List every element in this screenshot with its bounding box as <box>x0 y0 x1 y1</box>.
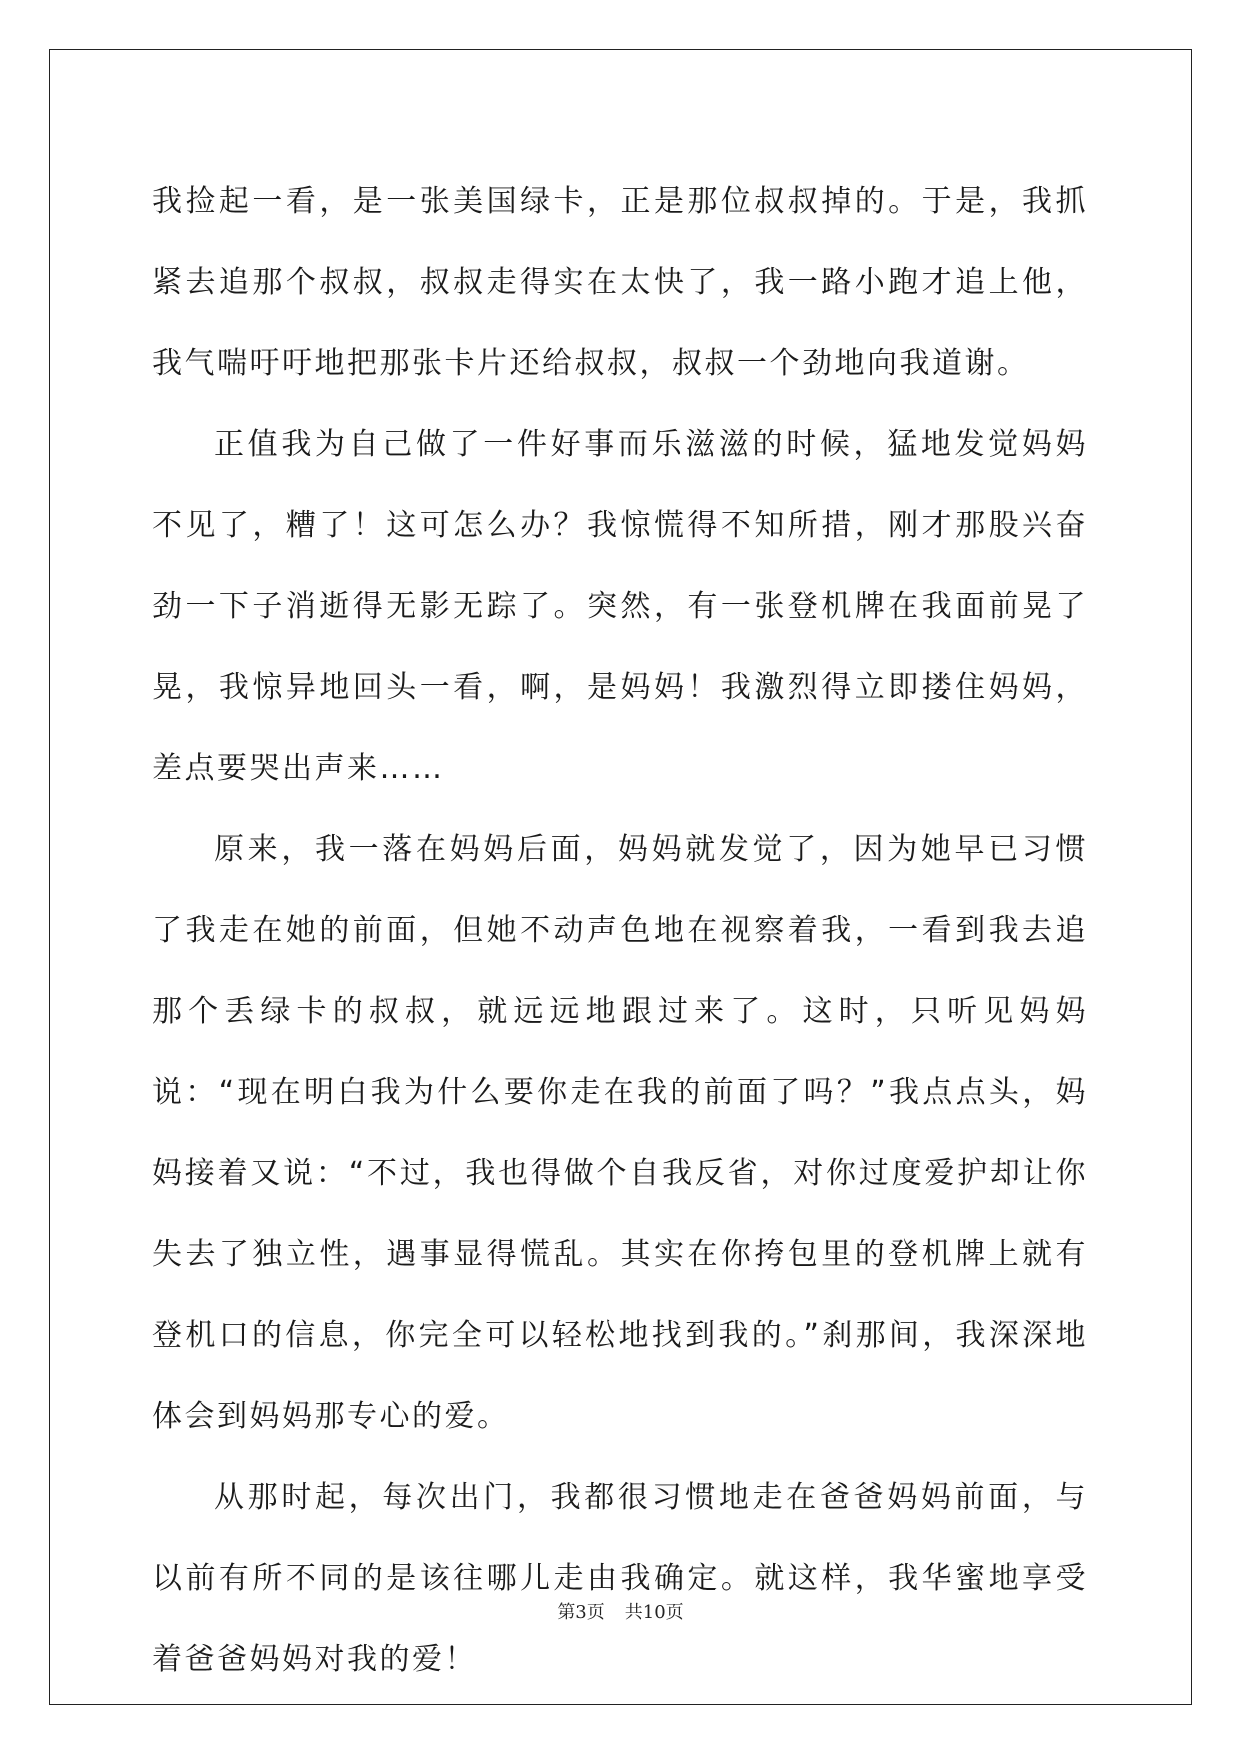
page-total: 共10页 <box>624 1602 684 1623</box>
paragraph-3: 原来，我一落在妈妈后面，妈妈就发觉了，因为她早已习惯了我走在她的前面，但她不动声色地在视察着我，一看到我去追那个丢绿卡的叔叔，就远远地跟过来了。这时，只听见妈妈说：“现在明白我为什么要你走在我的前面了吗？”我点点头，妈妈接着又说：“不过，我也得做个自我反省，对你过度爱护却让你失去了独立性，遇事显得慌乱。其实在你挎包里的登机牌上就有登机口的信息，你完全可以轻松地找到我的。”刹那间，我深深地体会到妈妈那专心的爱。 <box>152 832 1088 1434</box>
paragraph-2: 正值我为自己做了一件好事而乐滋滋的时候，猛地发觉妈妈不见了，糟了！这可怎么办？我惊慌得不知所措，刚才那股兴奋劲一下子消逝得无影无踪了。突然，有一张登机牌在我面前晃了晃，我惊异地回头一看，啊，是妈妈！我激烈得立即搂住妈妈，差点要哭出声来…… <box>152 427 1088 786</box>
paragraph-1: 我捡起一看，是一张美国绿卡，正是那位叔叔掉的。于是，我抓紧去追那个叔叔，叔叔走得实在太快了，我一路小跑才追上他，我气喘吁吁地把那张卡片还给叔叔，叔叔一个劲地向我道谢。 <box>152 184 1088 381</box>
page-number: 第3页 <box>557 1602 605 1623</box>
document-body <box>152 161 1088 1700</box>
paragraph-4: 从那时起，每次出门，我都很习惯地走在爸爸妈妈前面，与以前有所不同的是该往哪儿走由我确定。就这样，我华蜜地享受着爸爸妈妈对我的爱！ <box>152 1480 1088 1677</box>
page-footer <box>0 1598 1241 1624</box>
